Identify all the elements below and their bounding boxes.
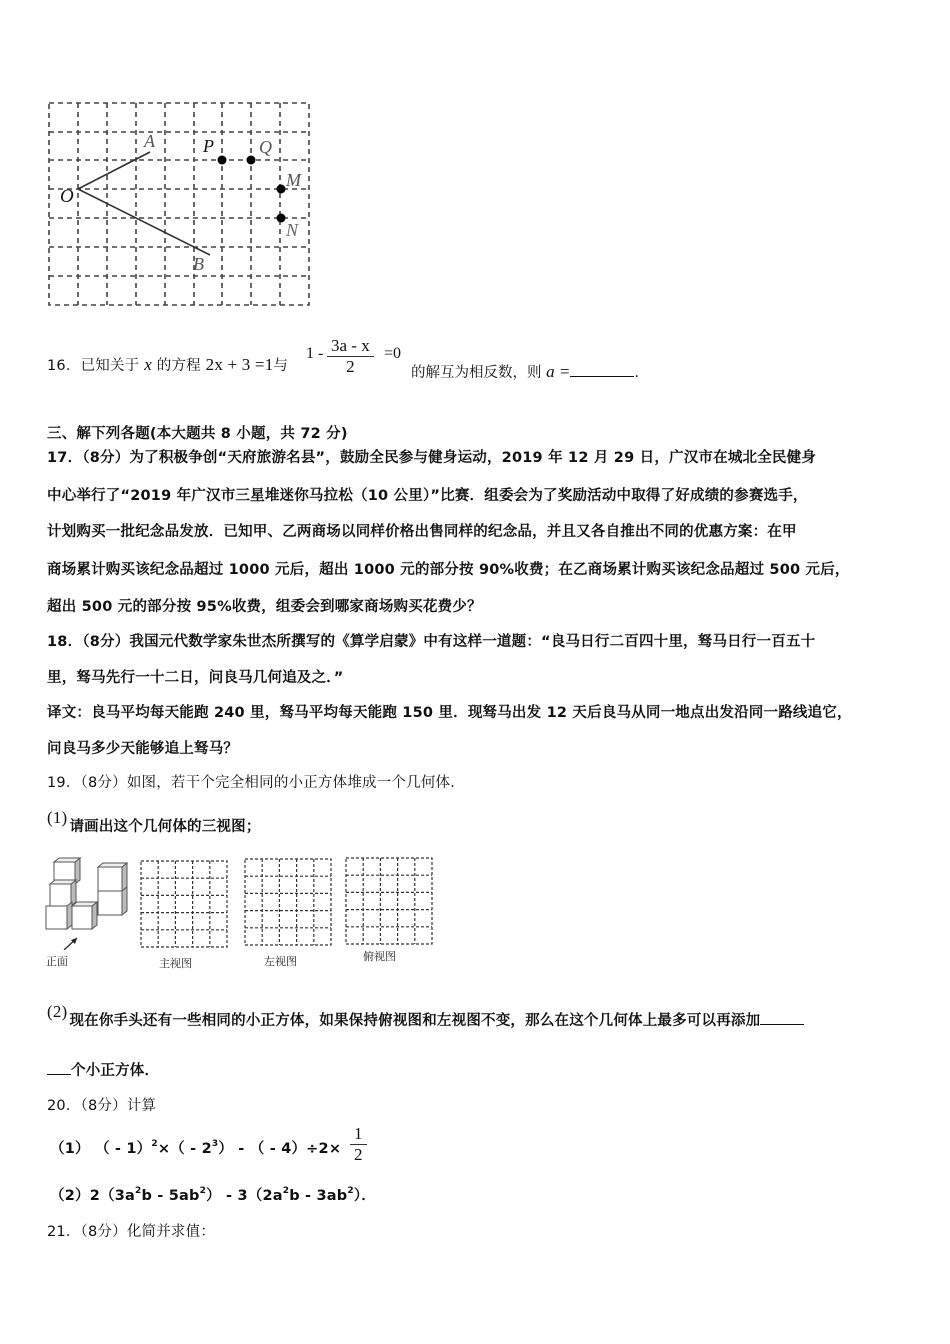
q20-p2-d: b - 3ab — [289, 1188, 348, 1204]
q20-p2-sup-3: 2 — [282, 1186, 290, 1196]
front-direction-label: 正面 — [46, 955, 68, 968]
q20-p1-expr-a: （ - 1） — [94, 1141, 152, 1157]
q17-line-4: 商场累计购买该纪念品超过 1000 元后，超出 1000 元的部分按 90%收费；在乙商场累计购买该纪念品超过 500 元后， — [47, 562, 850, 578]
q20-p2-b: b - 5ab — [141, 1188, 200, 1204]
q19-stem: 19．（8分）如图，若干个完全相同的小正方体堆成一个几何体． — [47, 775, 465, 791]
left-view-caption: 左视图 — [264, 955, 297, 968]
label-B: B — [193, 254, 204, 274]
front-view-caption: 主视图 — [159, 957, 192, 970]
q16-answer-blank[interactable] — [570, 362, 634, 377]
q20-p2-c: ） - 3（2a — [206, 1188, 283, 1204]
q20-p1-frac-den: 2 — [354, 1145, 363, 1164]
q20-p2-e: ）． — [353, 1188, 376, 1204]
q19-part-2-end: 个小正方体． — [71, 1063, 160, 1079]
q16-equation-1: 2x + 3 =1 — [205, 355, 274, 374]
q20-part-1 — [50, 1137, 341, 1158]
q20-p2-sup-1: 2 — [134, 1186, 142, 1196]
q16-text-3: 与 — [273, 358, 289, 374]
q21-stem: 21．（8分）化简并求值： — [47, 1224, 216, 1240]
q17-line-1: 17．（8分）为了积极争创“天府旅游名县”，鼓励全民参与健身运动，2019 年 12 月 29 日，广汉市在城北全民健身 — [47, 450, 817, 466]
grid-figure-angles-points — [0, 0, 330, 320]
label-M: M — [286, 170, 301, 190]
q16-end: . — [634, 365, 639, 381]
q20-p1-sup-2: 3 — [211, 1139, 219, 1149]
q16-text-4: 的解互为相反数，则 — [411, 365, 542, 381]
q19-answer-blank-2[interactable] — [47, 1060, 71, 1075]
q20-p1-expr-c: ） - （ - 4）÷2× — [218, 1141, 342, 1157]
left-view-grid[interactable] — [242, 856, 336, 950]
q18-line-2: 里，驽马先行一十二日，问良马几何追及之．” — [47, 670, 344, 686]
q20-p1-frac-num: 1 — [350, 1124, 367, 1145]
q19-part-1-number: (1) — [47, 808, 68, 827]
top-view-caption: 俯视图 — [363, 950, 396, 963]
q16-var-a: a = — [546, 362, 571, 381]
q20-p1-label: （1） — [50, 1141, 90, 1157]
q17-line-2: 中心举行了“2019 年广汉市三星堆迷你马拉松（10 公里）”比赛．组委会为了奖励活动中取得了好成绩的参赛选手， — [47, 488, 808, 504]
q16-eq2-numerator: 3a - x — [327, 336, 374, 357]
q20-p2-sup-4: 2 — [347, 1186, 354, 1196]
q16-eq2-suffix: =0 — [384, 345, 402, 362]
stacked-cubes-figure — [40, 855, 140, 950]
q20-p1-fraction — [350, 1124, 367, 1165]
q20-p1-sup-1: 2 — [151, 1139, 158, 1149]
q20-p2-sup-2: 2 — [199, 1186, 207, 1196]
q16-text-1: 已知关于 — [80, 358, 140, 374]
top-view-grid[interactable] — [343, 855, 437, 949]
q18-line-3: 译文：良马平均每天能跑 240 里，驽马平均每天能跑 150 里．现驽马出发 12 天后良马从同一地点出发沿同一路线追它， — [47, 705, 852, 721]
q19-part-2-number: (2) — [47, 1002, 68, 1021]
q16-eq2-fraction — [327, 336, 374, 377]
q16-number: 16． — [47, 358, 81, 374]
q20-p2-label: （2） — [50, 1188, 90, 1204]
q20-part-2 — [50, 1184, 376, 1205]
q16-text-2: 的方程 — [156, 358, 201, 374]
q20-p1-expr-b: ×（ - 2 — [157, 1141, 212, 1157]
q19-part-2 — [47, 1002, 804, 1030]
q16-eq2-prefix: 1 - — [306, 345, 324, 362]
q16-eq2-denominator: 2 — [346, 357, 355, 376]
label-O: O — [60, 186, 74, 207]
front-view-grid[interactable] — [138, 858, 232, 952]
label-A: A — [144, 131, 155, 151]
question-16 — [47, 354, 288, 375]
q16-var-x: x — [144, 355, 152, 374]
q19-part-1 — [47, 808, 261, 836]
q19-part-2-cont — [47, 1059, 159, 1080]
q17-line-5: 超出 500 元的部分按 95%收费，组委会到哪家商场购买花费少？ — [47, 599, 482, 615]
q19-part-1-text: 请画出这个几何体的三视图； — [69, 819, 261, 835]
q18-line-4: 问良马多少天能够追上驽马？ — [47, 741, 239, 757]
q16-tail — [411, 361, 639, 382]
q18-line-1: 18．（8分）我国元代数学家朱世杰所撰写的《算学启蒙》中有这样一道题：“良马日行二百四十里，驽马日行一百五十 — [47, 634, 816, 650]
label-Q: Q — [259, 137, 272, 157]
q17-line-3: 计划购买一批纪念品发放．已知甲、乙两商场以同样价格出售同样的纪念品，并且又各自推出不同的优惠方案：在甲 — [47, 524, 797, 540]
q19-answer-blank-1[interactable] — [760, 1010, 804, 1025]
label-N: N — [286, 220, 299, 240]
label-P: P — [203, 136, 214, 156]
q20-p2-a: 2（3a — [89, 1188, 135, 1204]
section-3-title: 三、解下列各题(本大题共 8 小题，共 72 分) — [47, 426, 348, 442]
q20-stem: 20．（8分）计算 — [47, 1098, 157, 1114]
q19-part-2-text: 现在你手头还有一些相同的小正方体，如果保持俯视图和左视图不变，那么在这个几何体上最多可以再添加 — [69, 1013, 761, 1029]
